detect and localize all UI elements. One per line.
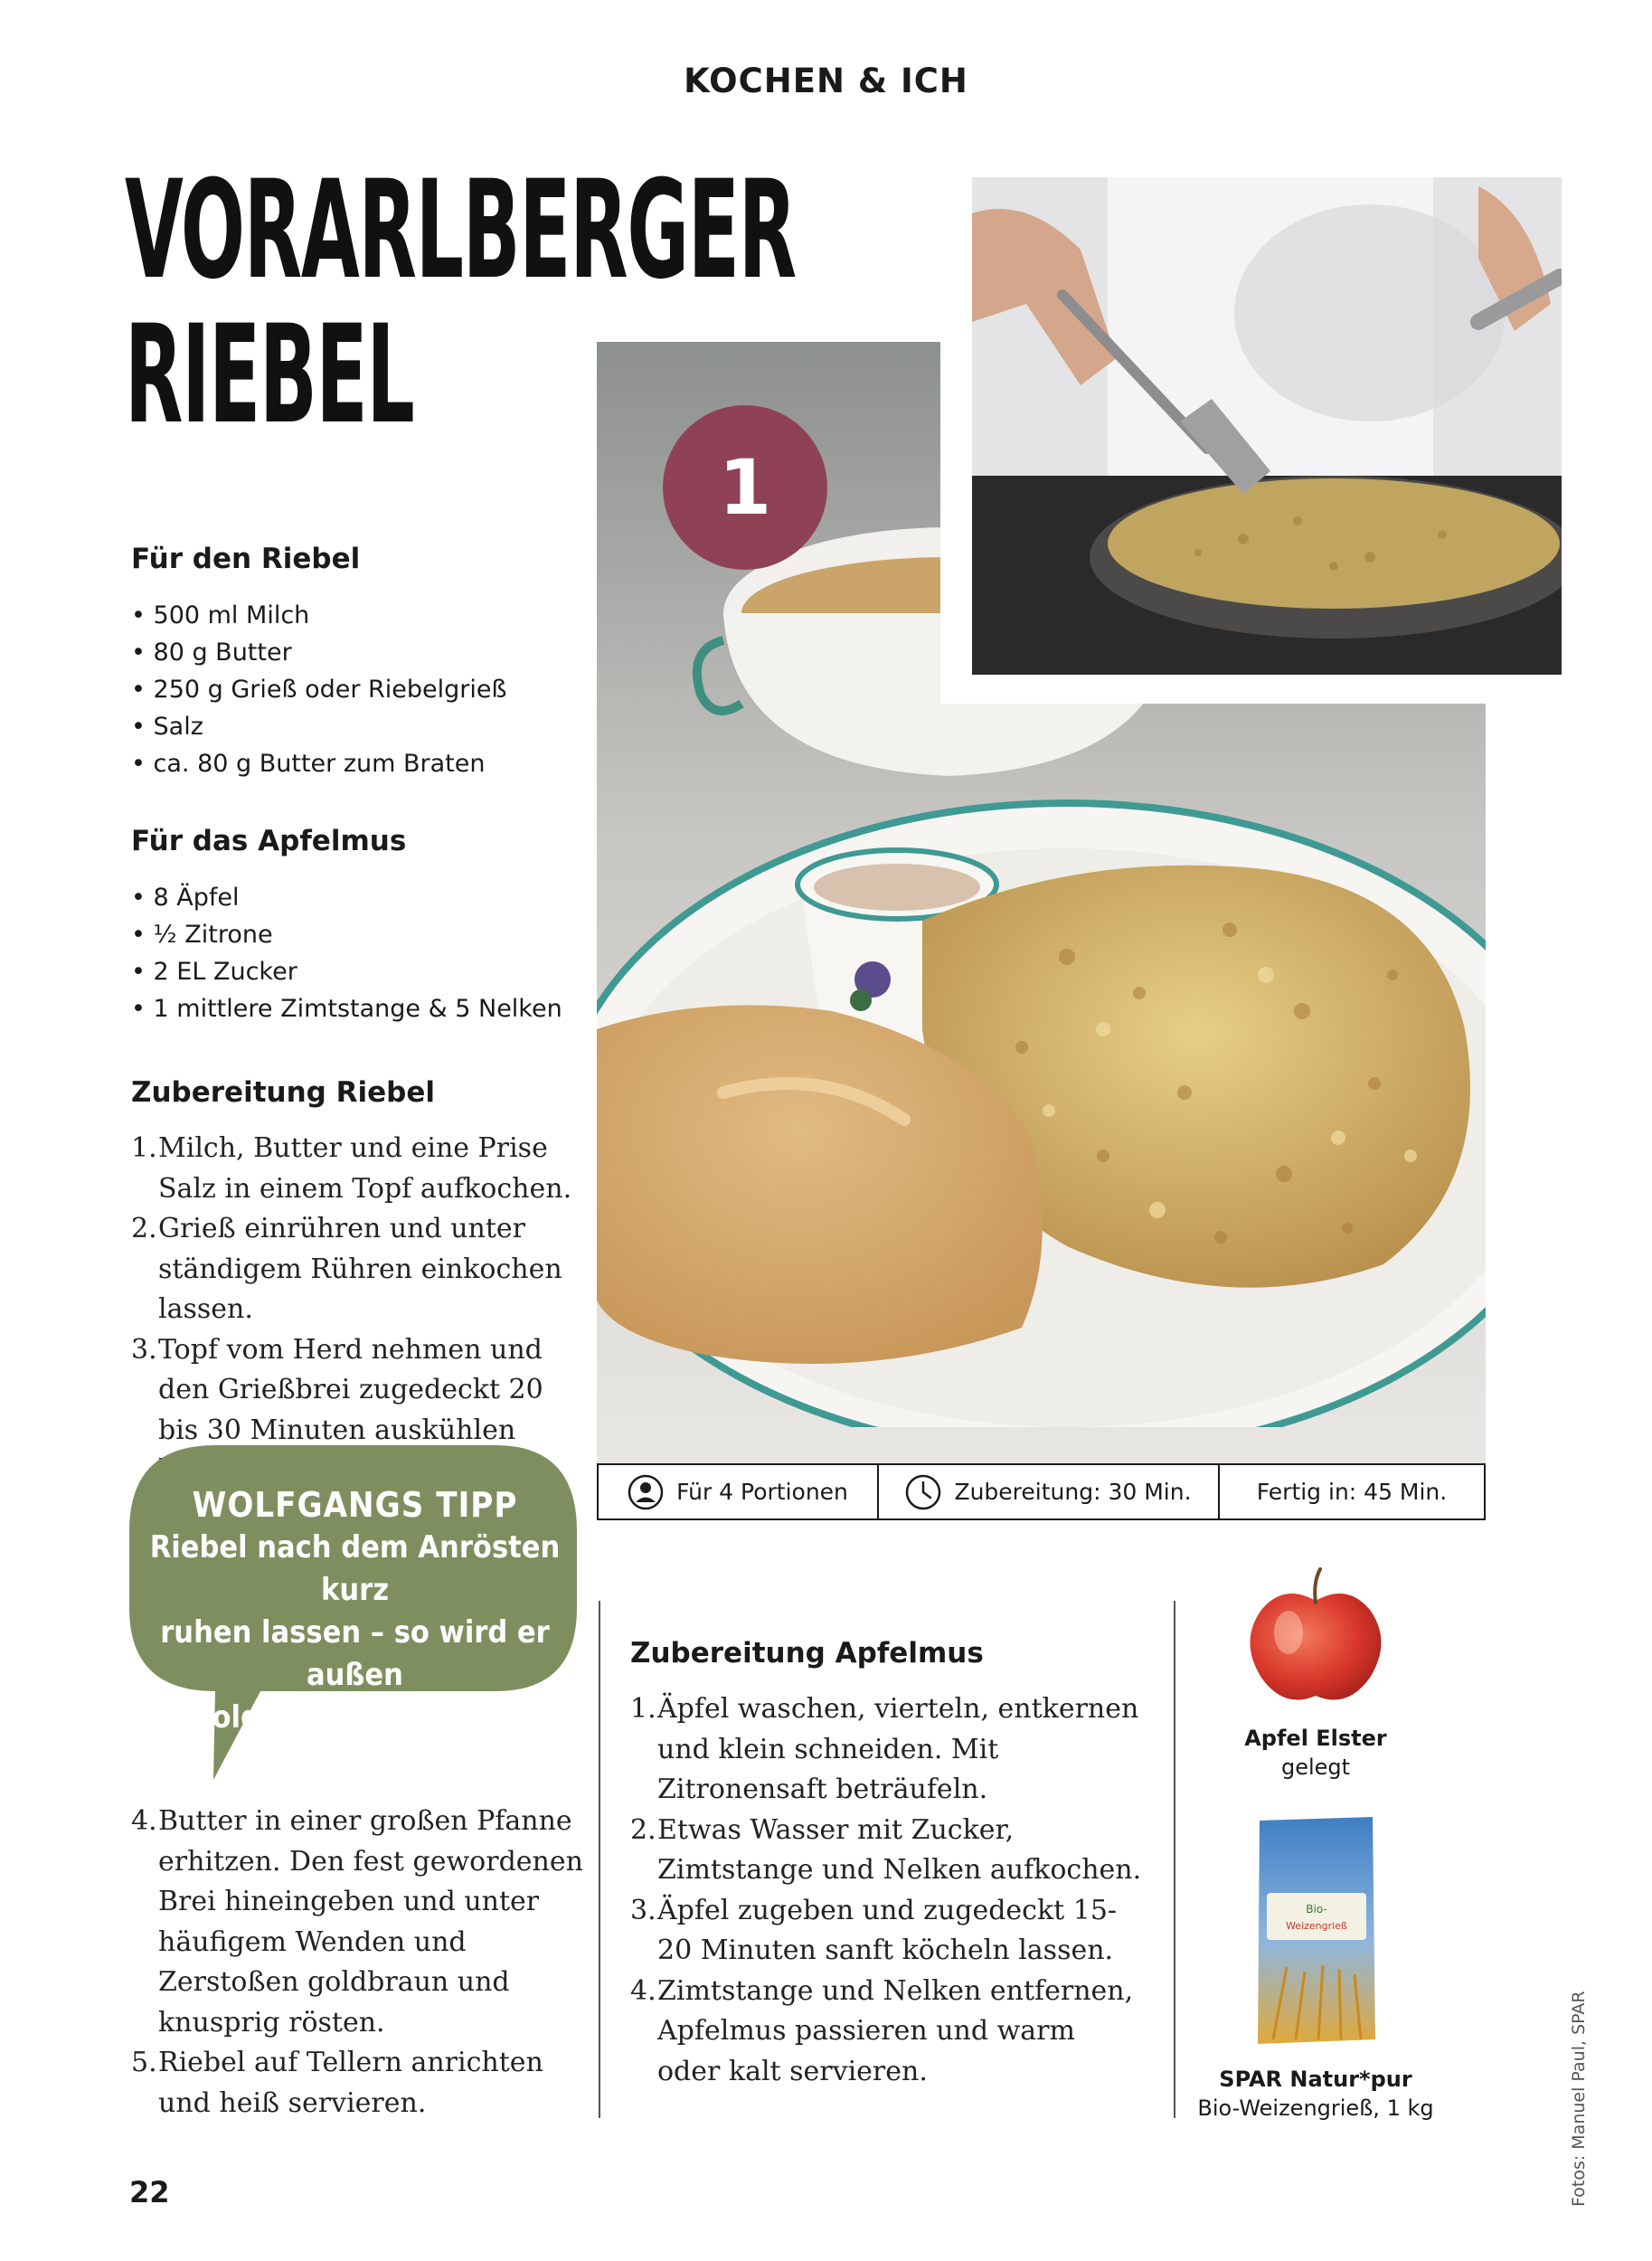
tip-line: Riebel nach dem Anrösten kurz bbox=[149, 1529, 561, 1608]
ingredients-applesauce-list bbox=[131, 879, 601, 1027]
step-badge: 1 bbox=[663, 405, 827, 570]
list-item bbox=[630, 1972, 1146, 2093]
list-item bbox=[131, 2043, 583, 2124]
step-number: 1. bbox=[630, 1693, 656, 1725]
info-prep-time bbox=[879, 1465, 1220, 1518]
list-item: • 1 mittlere Zimtstange & 5 Nelken bbox=[131, 990, 601, 1027]
step-number: 3. bbox=[131, 1333, 157, 1366]
ingredients-applesauce bbox=[131, 825, 601, 1027]
recipe-title bbox=[125, 152, 796, 454]
step-text: Topf vom Herd nehmen und den Grießbrei zugedeckt 20 bis 30 Minuten auskühlen bbox=[158, 1333, 543, 1446]
section-header: KOCHEN & ICH bbox=[684, 61, 968, 100]
riebel-preparation-continued bbox=[131, 1802, 583, 2124]
person-icon bbox=[628, 1474, 664, 1510]
step-number: 2. bbox=[630, 1813, 656, 1846]
info-bar bbox=[597, 1463, 1486, 1520]
clock-icon bbox=[905, 1474, 941, 1510]
list-item bbox=[630, 1811, 1146, 1891]
pan-photo-illustration bbox=[972, 177, 1562, 675]
info-prep-label: Zubereitung: 30 Min. bbox=[954, 1479, 1192, 1505]
riebel-preparation-heading: Zubereitung Riebel bbox=[131, 1076, 436, 1109]
step-number: 4. bbox=[630, 1974, 656, 2007]
riebel-preparation bbox=[131, 1076, 583, 1491]
step-text: Milch, Butter und eine Prise Salz in einem Topf aufkochen. bbox=[158, 1132, 572, 1205]
step-number: 2. bbox=[131, 1213, 157, 1244]
applesauce-preparation bbox=[630, 1637, 1146, 2092]
list-item: • 8 Äpfel bbox=[131, 879, 601, 916]
photo-credit: Fotos: Manuel Paul, SPAR bbox=[1569, 1991, 1589, 2207]
product-apple-name: Apfel Elster bbox=[1244, 1726, 1387, 1751]
tip-line: ruhen lassen – so wird er außen bbox=[160, 1614, 550, 1693]
info-ready-label: Fertig in: 45 Min. bbox=[1256, 1479, 1448, 1505]
package-label-line1: Bio- bbox=[1306, 1903, 1327, 1916]
step-text: Äpfel waschen, vierteln, entkernen und klein schneiden. Mit Zitronensaft beträufeln. bbox=[657, 1693, 1139, 1805]
applesauce-preparation-heading: Zubereitung Apfelmus bbox=[630, 1637, 984, 1670]
list-item: • 500 ml Milch bbox=[131, 597, 601, 634]
product-semolina-desc: Bio-Weizengrieß, 1 kg bbox=[1197, 2095, 1434, 2121]
apple-image bbox=[1230, 1565, 1402, 1709]
pan-photo-image bbox=[972, 177, 1562, 675]
tip-line: goldbraun und innen locker. bbox=[192, 1699, 518, 1778]
tip-text bbox=[149, 1483, 561, 1782]
list-item bbox=[630, 1891, 1146, 1972]
list-item bbox=[131, 1129, 583, 1209]
column-divider bbox=[599, 1601, 600, 2118]
list-item bbox=[630, 1689, 1146, 1811]
list-item: • 80 g Butter bbox=[131, 634, 601, 671]
info-ready-time bbox=[1220, 1465, 1484, 1518]
list-item: • ca. 80 g Butter zum Braten bbox=[131, 745, 601, 782]
ingredients-riebel-heading: Für den Riebel bbox=[131, 543, 361, 575]
step-number: 3. bbox=[630, 1894, 656, 1926]
ingredients-riebel bbox=[131, 543, 601, 782]
info-portions-label: Für 4 Portionen bbox=[676, 1479, 848, 1505]
step-number: 1. bbox=[131, 1132, 157, 1164]
list-item bbox=[131, 1802, 583, 2043]
list-item: • 2 EL Zucker bbox=[131, 953, 601, 990]
tip-title: WOLFGANGS TIPP bbox=[192, 1485, 518, 1525]
step-text: Grieß einrühren und unter ständigem Rühren einkochen lassen. bbox=[158, 1213, 562, 1325]
apple-icon bbox=[1230, 1565, 1402, 1709]
product-semolina-name: SPAR Natur*pur bbox=[1219, 2067, 1412, 2092]
semolina-package-image bbox=[1251, 1813, 1382, 2048]
info-portions bbox=[599, 1465, 879, 1518]
list-item: • Salz bbox=[131, 708, 601, 745]
package-label-line2: Weizengrieß bbox=[1286, 1920, 1347, 1932]
column-divider bbox=[1174, 1601, 1175, 2118]
ingredients-applesauce-heading: Für das Apfelmus bbox=[131, 825, 407, 857]
page-number: 22 bbox=[129, 2175, 170, 2209]
list-item: • ½ Zitrone bbox=[131, 916, 601, 953]
pan-photo bbox=[940, 170, 1555, 704]
step-text: Riebel auf Tellern anrichten und heiß servieren. bbox=[158, 2047, 543, 2119]
recipe-title-line2: RIEBEL bbox=[125, 297, 414, 454]
step-number: 5. bbox=[131, 2047, 157, 2078]
step-text: Etwas Wasser mit Zucker, Zimtstange und Nelken aufkochen. bbox=[657, 1813, 1142, 1886]
riebel-steps-part2 bbox=[131, 1802, 583, 2124]
applesauce-steps bbox=[630, 1689, 1146, 2092]
product-apple-desc: gelegt bbox=[1280, 1755, 1351, 1780]
riebel-steps-part1 bbox=[131, 1129, 583, 1491]
list-item bbox=[131, 1209, 583, 1330]
step-text: Äpfel zugeben und zugedeckt 15-20 Minuten sanft köcheln lassen. bbox=[657, 1894, 1118, 1966]
tip-body bbox=[149, 1527, 561, 1782]
step-text: Butter in einer großen Pfanne erhitzen. Den fest gewordenen Brei hineingeben und unter häufigem Wenden und Zerstoßen goldbraun und knusprig rösten. bbox=[158, 1805, 583, 2039]
ingredients-riebel-list bbox=[131, 597, 601, 782]
step-text: Zimtstange und Nelken entfernen, Apfelmus passieren und warm oder kalt servieren. bbox=[657, 1974, 1134, 2087]
list-item: • 250 g Grieß oder Riebelgrieß bbox=[131, 671, 601, 708]
recipe-title-line1: VORARLBERGER bbox=[125, 152, 796, 309]
step-number: 4. bbox=[131, 1805, 157, 1837]
package-icon bbox=[1251, 1813, 1382, 2048]
